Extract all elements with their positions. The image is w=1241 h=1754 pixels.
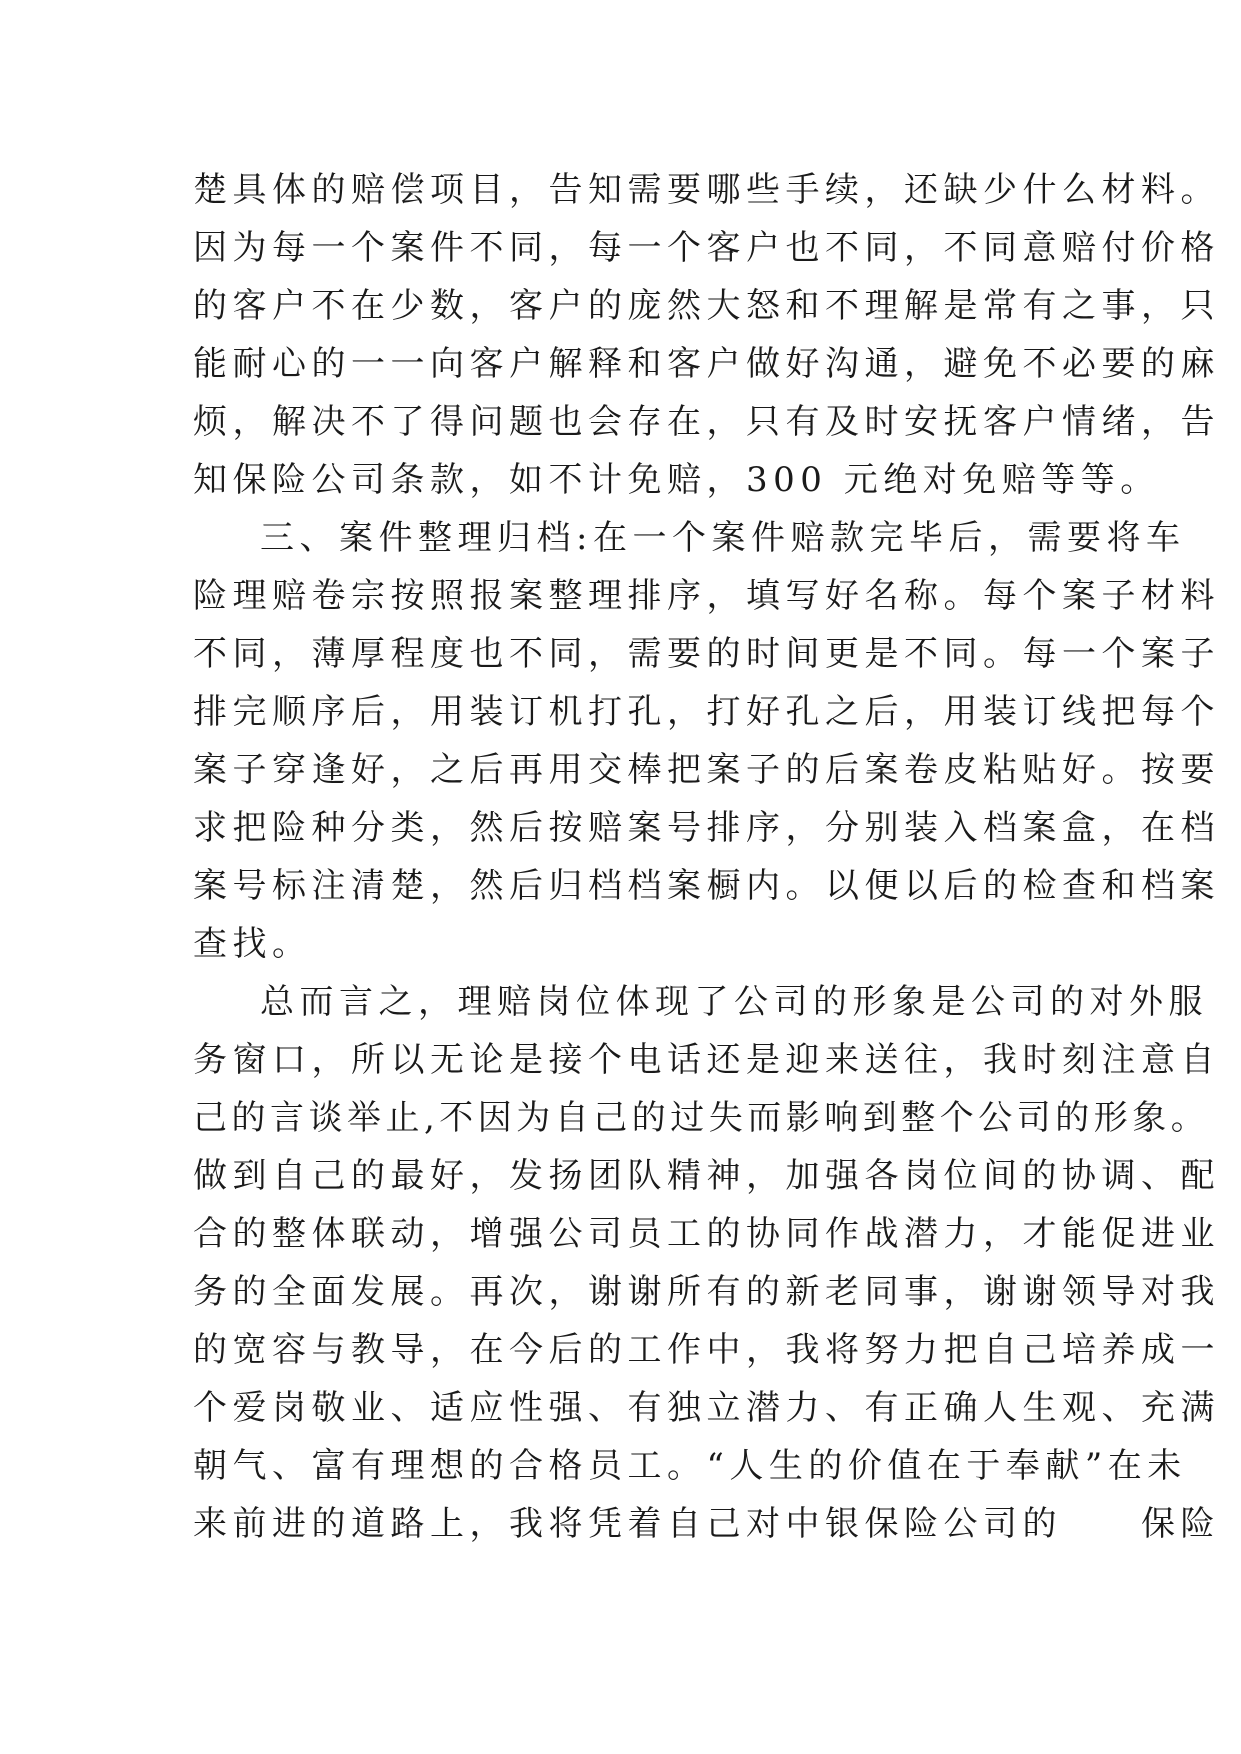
text-line: 楚具体的赔偿项目，告知需要哪些手续，还缺少什么材料。 [193, 170, 1220, 210]
text-line: 务窗口，所以无论是接个电话还是迎来送往，我时刻注意自 [193, 1040, 1220, 1080]
section-heading-line: 三、案件整理归档:在一个案件赔款完毕后，需要将车 [260, 518, 1186, 558]
text-line: 险理赔卷宗按照报案整理排序，填写好名称。每个案子材料 [193, 576, 1220, 616]
text-line: 的宽容与教导，在今后的工作中，我将努力把自己培养成一 [193, 1330, 1220, 1370]
text-line: 个爱岗敬业、适应性强、有独立潜力、有正确人生观、充满 [193, 1388, 1220, 1428]
text-line: 务的全面发展。再次，谢谢所有的新老同事，谢谢领导对我 [193, 1272, 1220, 1312]
text-line: 求把险种分类，然后按赔案号排序，分别装入档案盒，在档 [193, 808, 1220, 848]
text-line: 做到自己的最好，发扬团队精神，加强各岗位间的协调、配 [193, 1156, 1220, 1196]
text-line: 的客户不在少数，客户的庞然大怒和不理解是常有之事，只 [193, 286, 1220, 326]
text-line: 查找。 [193, 924, 312, 964]
text-line: 己的言谈举止,不因为自己的过失而影响到整个公司的形象。 [193, 1098, 1210, 1138]
text-line: 知保险公司条款，如不计免赔，300 元绝对免赔等等。 [193, 460, 1160, 500]
text-line: 能耐心的一一向客户解释和客户做好沟通，避免不必要的麻 [193, 344, 1220, 384]
text-line: 排完顺序后，用装订机打孔，打好孔之后，用装订线把每个 [193, 692, 1220, 732]
text-line: 案号标注清楚，然后归档档案橱内。以便以后的检查和档案 [193, 866, 1220, 906]
text-line: 烦，解决不了得问题也会存在，只有及时安抚客户情绪，告 [193, 402, 1220, 442]
paragraph-start-line: 总而言之，理赔岗位体现了公司的形象是公司的对外服 [260, 982, 1208, 1022]
text-line: 朝气、富有理想的合格员工。“人生的价值在于奉献”在未 [193, 1446, 1187, 1486]
text-line: 合的整体联动，增强公司员工的协同作战潜力，才能促进业 [193, 1214, 1220, 1254]
text-line: 因为每一个案件不同，每一个客户也不同，不同意赔付价格 [193, 228, 1220, 268]
text-line: 不同，薄厚程度也不同，需要的时间更是不同。每一个案子 [193, 634, 1220, 674]
text-line: 来前进的道路上，我将凭着自己对中银保险公司的 保险 [193, 1504, 1220, 1544]
text-line: 案子穿逢好，之后再用交棒把案子的后案卷皮粘贴好。按要 [193, 750, 1220, 790]
